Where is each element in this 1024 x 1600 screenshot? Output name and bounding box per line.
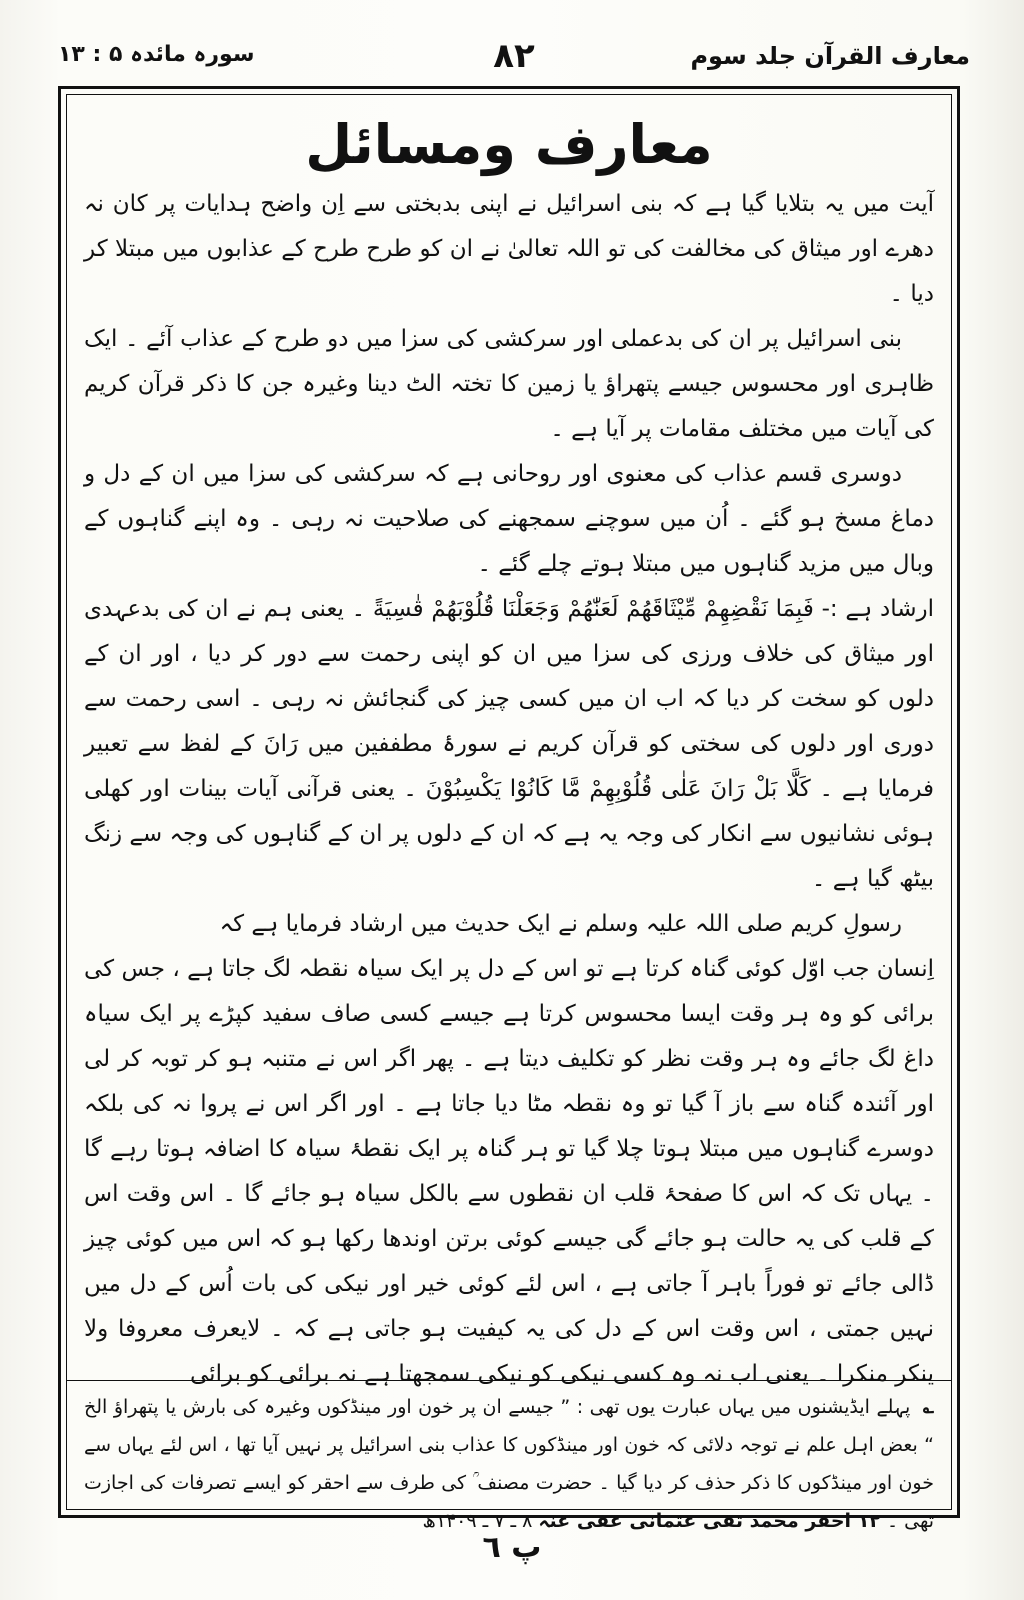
surah-reference: سورہ مائدہ ۵ : ۱۳	[58, 42, 255, 67]
footnote-date: ۸ ـ ۷ ـ ۱۴۰۹ھ	[422, 1510, 533, 1532]
main-text	[84, 110, 934, 1387]
footnote-signature: ۱۲ احقر محمد تقی عثمانی عفی عنہ	[538, 1510, 881, 1532]
page-number: ۸۲	[493, 36, 535, 76]
part-marker: پ ٦	[482, 1530, 542, 1565]
book-title: معارف القرآن جلد سوم	[690, 42, 970, 70]
paragraph-3: دوسری قسم عذاب کی معنوی اور روحانی ہے کہ سرکشی کی سزا میں ان کے دل و دماغ مسخ ہو گئے ۔ اُن میں سوچنے سمجھنے کی صلاحیت نہ رہی ۔ وہ اپنے گناہوں کے وبال میں مزید گناہوں میں مبتلا ہوتے چلے گئے ۔	[84, 461, 934, 577]
footnote-mark: ؎	[922, 1396, 934, 1418]
section-heading: معارف ومسائل	[305, 113, 713, 176]
running-header	[58, 36, 970, 82]
paragraph-1: آیت میں یہ بتلایا گیا ہے کہ بنی اسرائیل نے اپنی بدبختی سے اِن واضح ہدایات پر کان نہ دھرے اور میثاق کی مخالفت کی تو اللہ تعالیٰ نے ان کو طرح طرح کے عذابوں میں مبتلا کر دیا ۔	[84, 191, 934, 307]
paragraph-2: بنی اسرائیل پر ان کی بدعملی اور سرکشی کی سزا میں دو طرح کے عذاب آئے ۔ ایک ظاہری اور محسوس جیسے پتھراؤ یا زمین کا تختہ الٹ دینا وغیرہ جن کا ذکر قرآن کریم کی آیات میں مختلف مقامات پر آیا ہے ۔	[84, 326, 934, 442]
paragraph-4: ارشاد ہے :- فَبِمَا نَقْضِهِمْ مِّيْثَاقَهُمْ لَعَنّٰهُمْ وَجَعَلْنَا قُلُوْبَهُمْ قٰسِيَةً ۔ یعنی ہم نے ان کی بدعہدی اور میثاق کی خلاف ورزی کی سزا میں ان کو اپنی رحمت سے دور کر دیا ، اور ان کے دلوں کو سخت کر دیا کہ اب ان میں کسی چیز کی گنجائش نہ رہی ۔ اسی رحمت سے دوری اور دلوں کی سختی کو قرآن کریم نے سورۂ مطففین میں رَانَ کے لفظ سے تعبیر فرمایا ہے ۔ كَلَّا بَلْ رَانَ عَلٰى قُلُوْبِهِمْ مَّا كَانُوْا يَكْسِبُوْنَ ۔ یعنی قرآنی آیات بینات اور کھلی ہوئی نشانیوں سے انکار کی وجہ یہ ہے کہ ان کے دلوں پر ان کے گناہوں کی وجہ سے زنگ بیٹھ گیا ہے ۔	[84, 596, 934, 892]
footnote-divider	[66, 1380, 952, 1381]
footnote	[84, 1388, 934, 1540]
paragraph-6: اِنسان جب اوّل کوئی گناہ کرتا ہے تو اس کے دل پر ایک سیاہ نقطہ لگ جاتا ہے ، جس کی برائی کو وہ ہر وقت ایسا محسوس کرتا ہے جیسے کسی صاف سفید کپڑے پر ایک سیاہ داغ لگ جائے وہ ہر وقت نظر کو تکلیف دیتا ہے ۔ پھر اگر اس نے متنبہ ہو کر توبہ کر لی اور آئندہ گناہ سے باز آ گیا تو وہ نقطہ مٹا دیا جاتا ہے ۔ اور اگر اس نے پروا نہ کی بلکہ دوسرے گناہوں میں مبتلا ہوتا چلا گیا تو ہر گناہ پر ایک نقطۂ سیاہ کا اضافہ ہوتا رہے گا ۔ یہاں تک کہ اس کا صفحۂ قلب ان نقطوں سے بالکل سیاہ ہو جائے گا ۔ اس وقت اس کے قلب کی یہ حالت ہو جائے گی جیسے کوئی برتن اوندھا رکھا ہو کہ اس میں کوئی چیز ڈالی جائے تو فوراً باہر آ جاتی ہے ، اس لئے کوئی خیر اور نیکی کی بات اُس کے دل میں نہیں جمتی ، اس وقت اس کے دل کی یہ کیفیت ہو جاتی ہے کہ ۔ لایعرف معروفا ولا ینکر منکرا ۔ یعنی اب نہ وہ کسی نیکی کو نیکی سمجھتا ہے نہ برائی کو برائی	[84, 956, 934, 1387]
paragraph-5: رسولِ کریم صلی اللہ علیہ وسلم نے ایک حدیث میں ارشاد فرمایا ہے کہ	[219, 911, 902, 937]
footnote-text: پہلے ایڈیشنوں میں یہاں عبارت یوں تھی : ” جیسے ان پر خون اور مینڈکوں وغیرہ کی بارش یا پتھراؤ الخ “ بعض اہل علم نے توجہ دلائی کہ خون اور مینڈکوں کا عذاب بنی اسرائیل پر نہیں آیا تھا ، اس لئے یہاں سے خون اور مینڈکوں کا ذکر حذف کر دیا گیا ۔ حضرت مصنف ؒ کی طرف سے احقر کو ایسے تصرفات کی اجازت تھی ۔	[84, 1396, 934, 1532]
